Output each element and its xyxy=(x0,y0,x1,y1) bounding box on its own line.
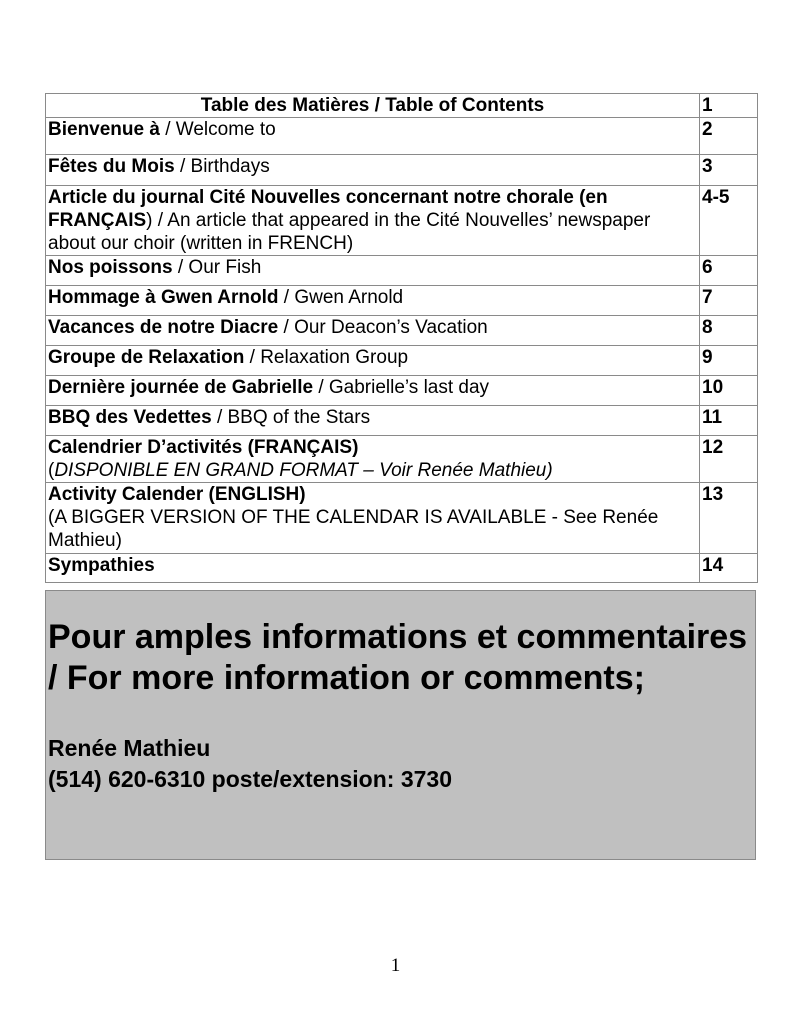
entry-french: Calendrier D’activités (FRANÇAIS) xyxy=(48,437,359,458)
toc-entry xyxy=(46,376,700,406)
entry-english: / Our Fish xyxy=(172,257,262,278)
entry-page: 6 xyxy=(700,256,758,286)
table-row xyxy=(46,286,758,316)
toc-entry xyxy=(46,316,700,346)
entry-english-prefix: ( xyxy=(48,460,55,481)
toc-title: Table des Matières / Table of Contents xyxy=(46,94,700,118)
toc-entry xyxy=(46,286,700,316)
entry-french: Fêtes du Mois xyxy=(48,156,175,177)
contact-box xyxy=(45,590,756,860)
entry-page: 9 xyxy=(700,346,758,376)
entry-page: 8 xyxy=(700,316,758,346)
entry-page: 13 xyxy=(700,483,758,554)
entry-english: / Gabrielle’s last day xyxy=(313,377,490,398)
entry-english: / Our Deacon’s Vacation xyxy=(278,317,488,338)
entry-page: 10 xyxy=(700,376,758,406)
table-row xyxy=(46,118,758,155)
entry-english: / Relaxation Group xyxy=(244,347,409,368)
table-row xyxy=(46,346,758,376)
toc-entry xyxy=(46,406,700,436)
entry-french: Bienvenue à xyxy=(48,119,160,140)
entry-english: / BBQ of the Stars xyxy=(211,407,371,428)
entry-page: 7 xyxy=(700,286,758,316)
toc-entry xyxy=(46,346,700,376)
entry-french: Groupe de Relaxation xyxy=(48,347,245,368)
table-of-contents xyxy=(45,93,758,583)
entry-english: / Birthdays xyxy=(174,156,270,177)
entry-page: 3 xyxy=(700,155,758,186)
table-row xyxy=(46,436,758,483)
table-row xyxy=(46,155,758,186)
entry-french: Vacances de notre Diacre xyxy=(48,317,279,338)
entry-english: ) / An article that appeared in the Cité Nouvelles’ newspaper about our choir (written in FRENCH) xyxy=(48,210,651,254)
contact-phone: (514) 620-6310 poste/extension: 3730 xyxy=(48,766,452,792)
page-number: 1 xyxy=(390,955,401,976)
table-row xyxy=(46,483,758,554)
entry-english: DISPONIBLE EN GRAND FORMAT – Voir Renée Mathieu) xyxy=(54,460,553,481)
entry-french: Sympathies xyxy=(48,555,155,576)
entry-french: Article du journal Cité Nouvelles concernant notre chorale (en FRANÇAIS xyxy=(48,187,608,231)
entry-page: 14 xyxy=(700,554,758,583)
table-row xyxy=(46,316,758,346)
table-row xyxy=(46,376,758,406)
toc-entry xyxy=(46,483,700,554)
entry-page: 2 xyxy=(700,118,758,155)
toc-header-page: 1 xyxy=(700,94,758,118)
toc-header-row xyxy=(46,94,758,118)
toc-entry xyxy=(46,186,700,256)
contact-heading: Pour amples informations et commentaires / For more information or comments; xyxy=(48,618,748,697)
table-row xyxy=(46,256,758,286)
entry-page: 12 xyxy=(700,436,758,483)
entry-french: Activity Calender (ENGLISH) xyxy=(48,484,306,505)
contact-name: Renée Mathieu xyxy=(48,735,211,761)
table-row xyxy=(46,406,758,436)
entry-french: Dernière journée de Gabrielle xyxy=(48,377,314,398)
entry-english: (A BIGGER VERSION OF THE CALENDAR IS AVAILABLE - See Renée Mathieu) xyxy=(48,507,659,551)
toc-entry xyxy=(46,256,700,286)
entry-page: 11 xyxy=(700,406,758,436)
toc-entry xyxy=(46,554,700,583)
entry-french: BBQ des Vedettes xyxy=(48,407,212,428)
entry-french: Nos poissons xyxy=(48,257,173,278)
table-row xyxy=(46,554,758,583)
toc-entry xyxy=(46,155,700,186)
table-row xyxy=(46,186,758,256)
toc-entry xyxy=(46,436,700,483)
toc-entry xyxy=(46,118,700,155)
entry-page: 4-5 xyxy=(700,186,758,256)
entry-english: / Welcome to xyxy=(159,119,276,140)
entry-english: / Gwen Arnold xyxy=(278,287,404,308)
entry-french: Hommage à Gwen Arnold xyxy=(48,287,279,308)
